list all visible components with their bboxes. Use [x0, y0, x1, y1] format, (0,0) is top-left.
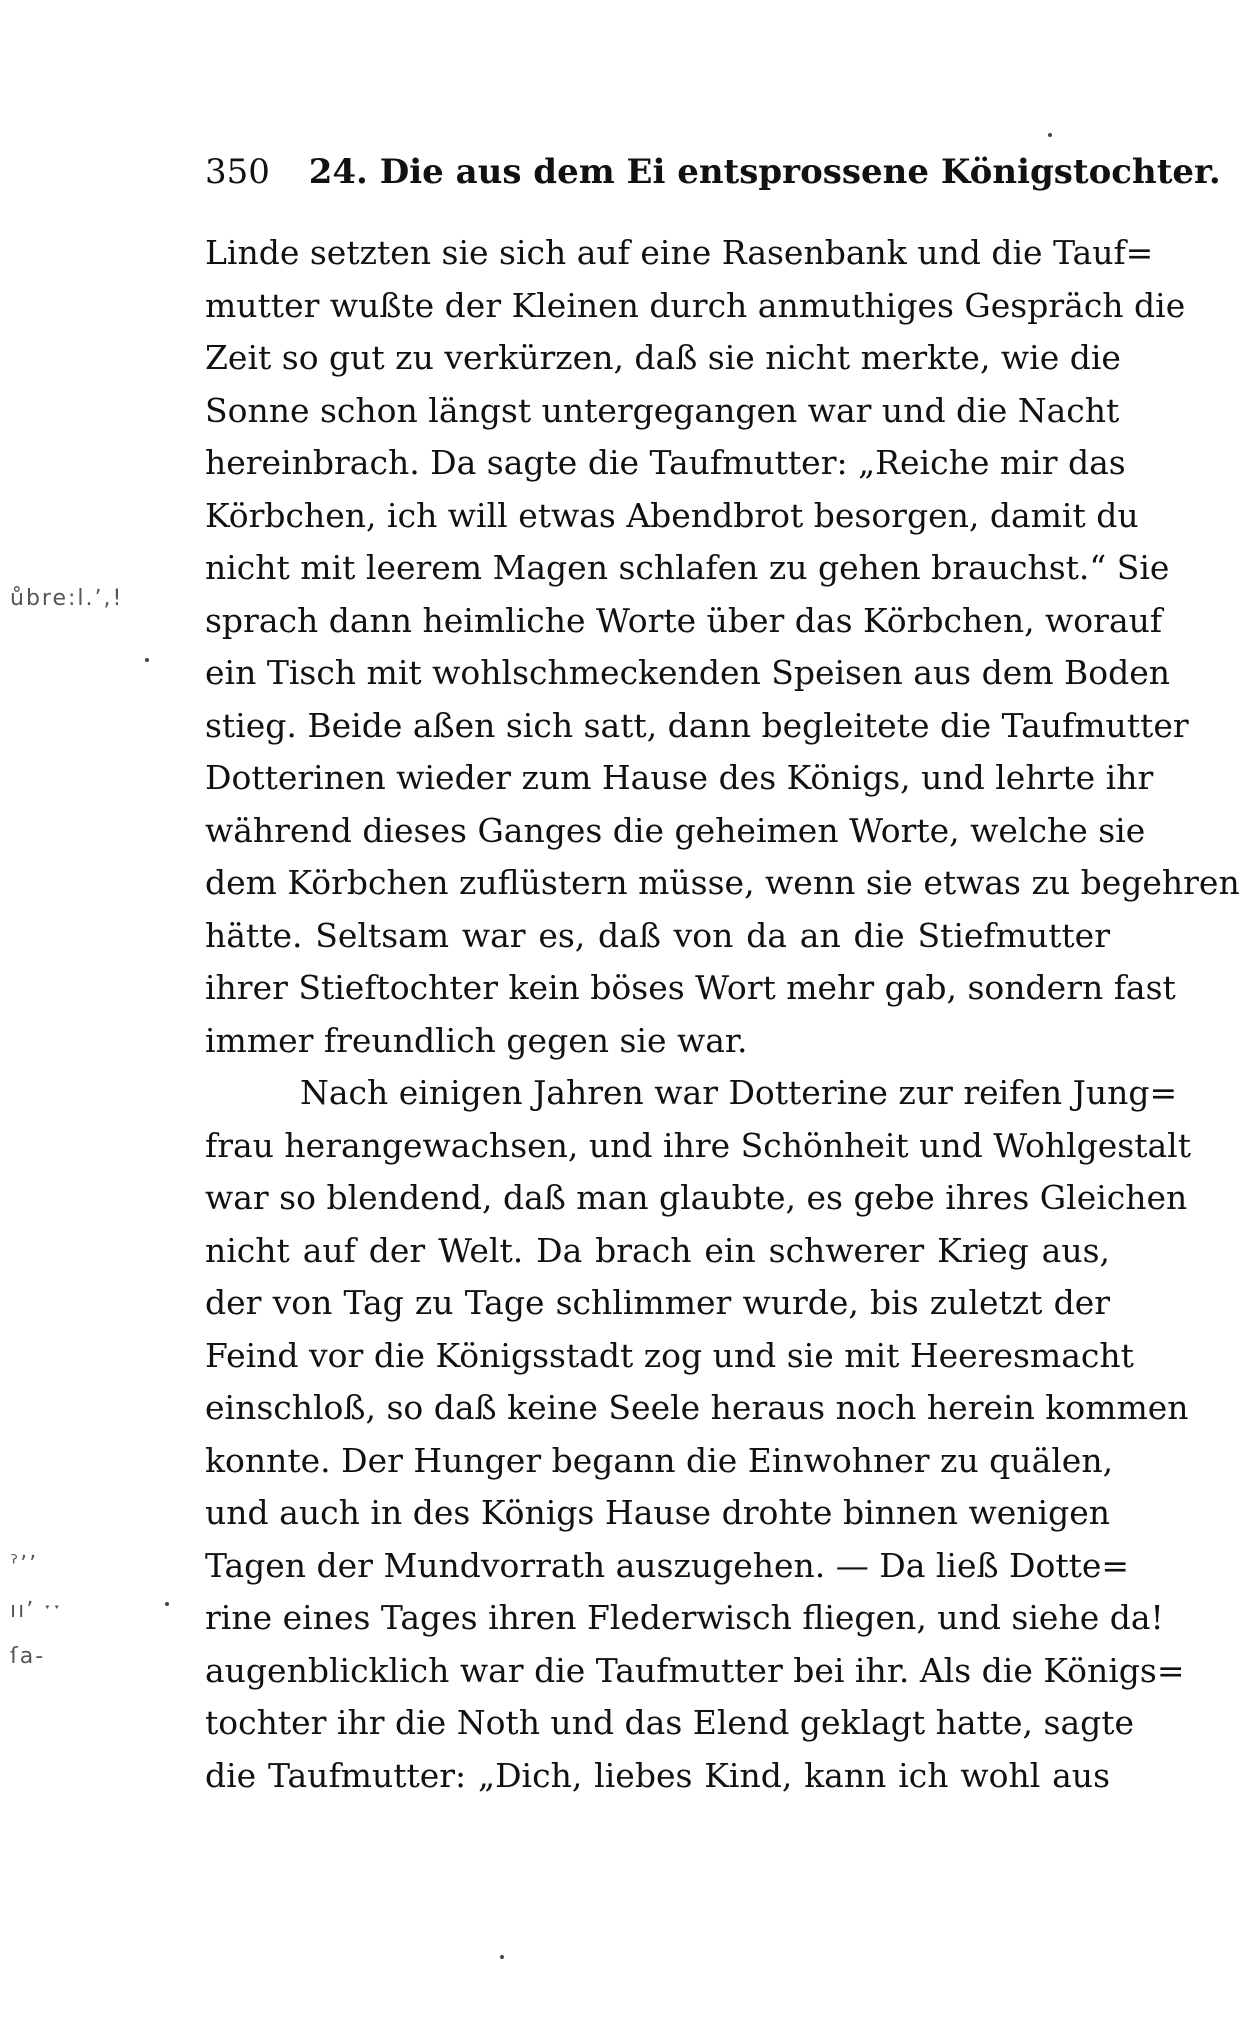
ink-speck: [165, 1602, 169, 1606]
running-title: 24. Die aus dem Ei entsprossene Königstochter.: [308, 152, 1221, 192]
bleed-through-mark: ııʼ ˑˑ: [10, 1598, 64, 1623]
text-line: frau herangewachsen, und ihre Schönheit und Wohlgestalt: [205, 1125, 1191, 1165]
paragraph-start-line: Nach einigen Jahren war Dotterine zur reifen Jung=: [300, 1073, 1178, 1112]
text-line: während dieses Ganges die geheimen Worte, welche sie: [205, 810, 1146, 850]
text-line: Sonne schon längst untergegangen war und die Nacht: [205, 390, 1120, 430]
ink-speck: [1048, 133, 1052, 137]
ink-speck: [500, 1955, 504, 1959]
paragraph-end-line: immer freundlich gegen sie war.: [205, 1020, 748, 1060]
text-line: Feind vor die Königsstadt zog und sie mit Heeresmacht: [205, 1335, 1134, 1375]
text-line: ihrer Stieftochter kein böses Wort mehr gab, sondern fast: [205, 968, 1176, 1007]
text-line: mutter wußte der Kleinen durch anmuthiges Gespräch die: [205, 285, 1186, 325]
text-line: hätte. Seltsam war es, daß von da an die Stiefmutter: [205, 915, 1110, 955]
text-line: konnte. Der Hunger begann die Einwohner zu quälen,: [205, 1440, 1114, 1480]
text-line: Linde setzten sie sich auf eine Rasenbank und die Tauf=: [205, 233, 1154, 272]
body-text: [205, 227, 1240, 1802]
text-line: war so blendend, daß man glaubte, es gebe ihres Gleichen: [205, 1178, 1188, 1217]
text-line: Zeit so gut zu verkürzen, daß sie nicht merkte, wie die: [205, 338, 1121, 377]
text-line: nicht auf der Welt. Da brach ein schwerer Krieg aus,: [205, 1230, 1110, 1270]
text-line: dem Körbchen zuflüstern müsse, wenn sie etwas zu begehren: [205, 863, 1240, 902]
text-line: Dotterinen wieder zum Hause des Königs, und lehrte ihr: [205, 758, 1154, 797]
bleed-through-mark: ſa-: [10, 1644, 46, 1669]
ink-speck: [145, 658, 149, 662]
text-line: stieg. Beide aßen sich satt, dann begleitete die Taufmutter: [205, 705, 1189, 745]
text-line: der von Tag zu Tage schlimmer wurde, bis zuletzt der: [205, 1283, 1110, 1322]
bleed-through-mark: ˀʼʼ: [10, 1552, 39, 1577]
bleed-through-mark: ůbre:l.ʼ,!: [10, 586, 124, 611]
text-line: nicht mit leerem Magen schlafen zu gehen brauchst.“ Sie: [205, 548, 1170, 587]
text-line: ein Tisch mit wohlschmeckenden Speisen aus dem Boden: [205, 653, 1171, 692]
text-line: die Taufmutter: „Dich, liebes Kind, kann ich wohl aus: [205, 1755, 1110, 1795]
text-line: augenblicklich war die Taufmutter bei ihr. Als die Königs=: [205, 1650, 1185, 1690]
page-header: [205, 150, 1221, 194]
text-line: tochter ihr die Noth und das Elend geklagt hatte, sagte: [205, 1703, 1135, 1742]
text-line: und auch in des Königs Hause drohte binnen wenigen: [205, 1493, 1110, 1532]
text-line: hereinbrach. Da sagte die Taufmutter: „Reiche mir das: [205, 443, 1126, 482]
text-line: Tagen der Mundvorrath auszugehen. — Da ließ Dotte=: [205, 1545, 1130, 1585]
text-line: rine eines Tages ihren Flederwisch fliegen, und siehe da!: [205, 1598, 1164, 1637]
text-line: sprach dann heimliche Worte über das Körbchen, worauf: [205, 600, 1163, 640]
text-line: einschloß, so daß keine Seele heraus noch herein kommen: [205, 1388, 1189, 1427]
page-number: 350: [205, 152, 270, 192]
text-line: Körbchen, ich will etwas Abendbrot besorgen, damit du: [205, 495, 1139, 535]
